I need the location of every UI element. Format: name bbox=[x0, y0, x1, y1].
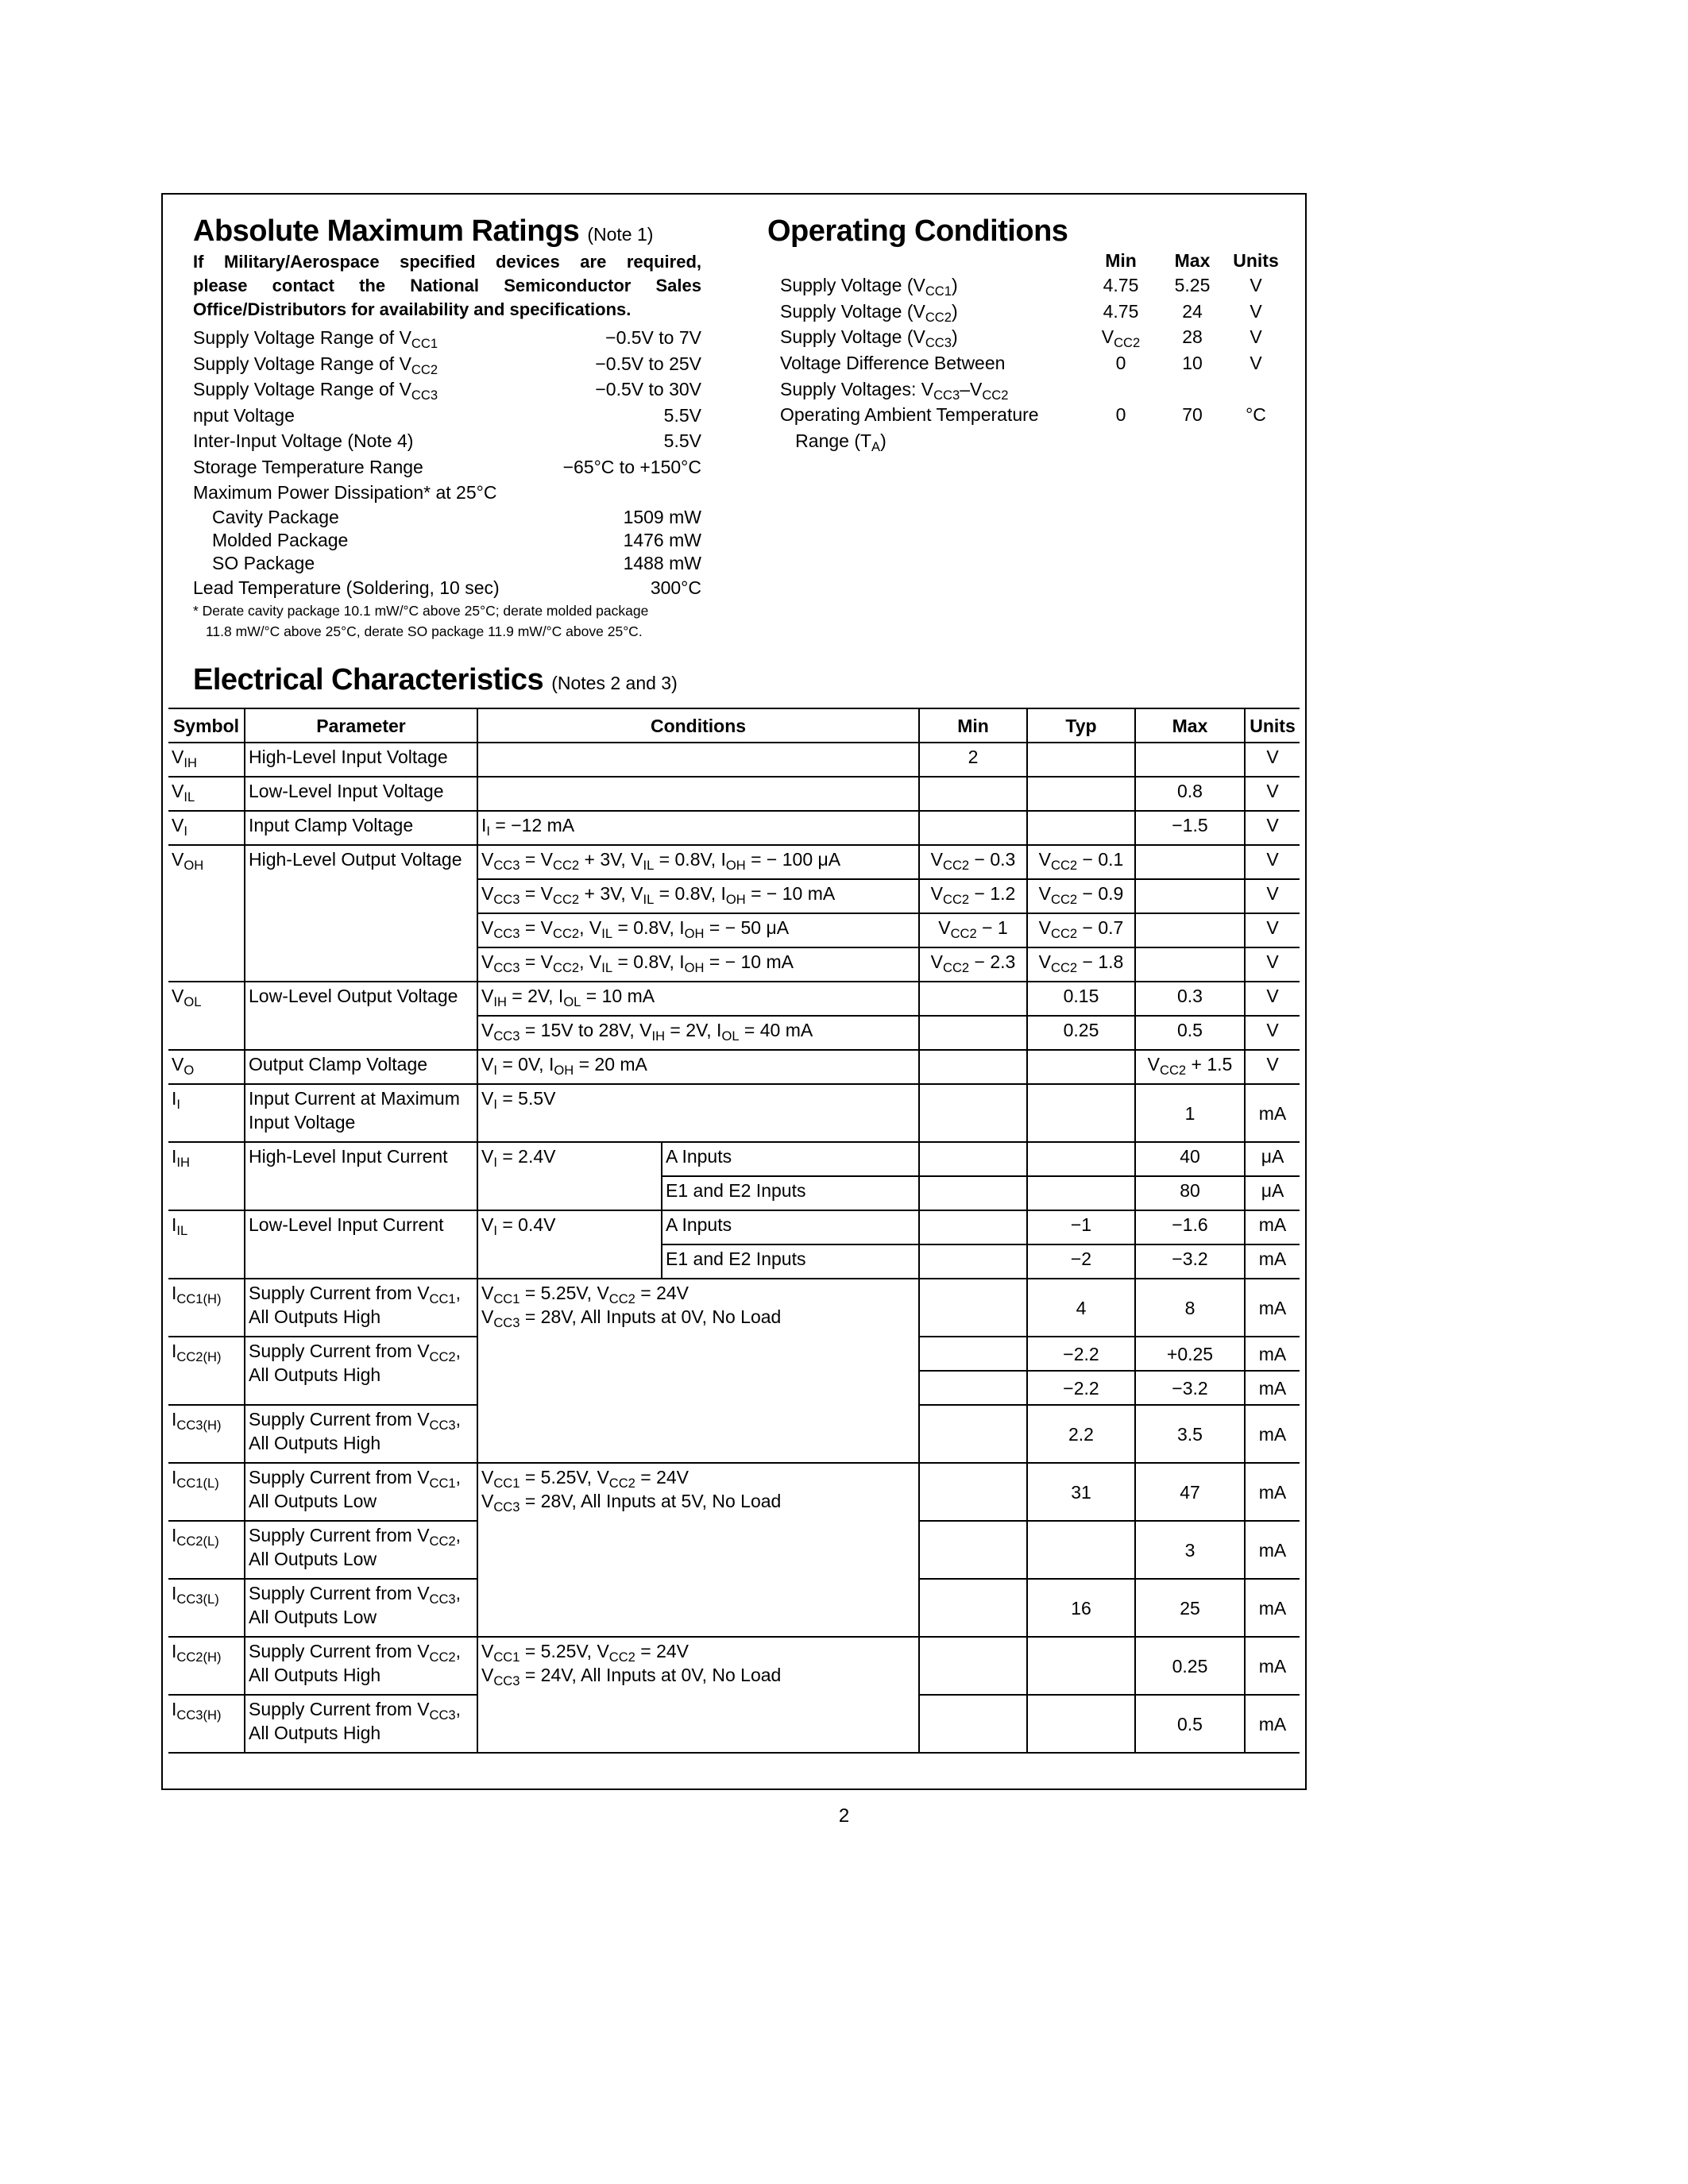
typ-cell: $V_{CC2} - 0.1$ bbox=[1027, 845, 1135, 879]
header-typ: Typ bbox=[1027, 708, 1135, 743]
min-cell bbox=[919, 1337, 1027, 1371]
units-cell: V bbox=[1245, 982, 1300, 1016]
elec-table-body bbox=[168, 743, 1300, 1753]
max-cell: 8 bbox=[1135, 1279, 1245, 1337]
parameter-cell: Supply Current from $V_{CC1}$, All Outputs High bbox=[245, 1279, 477, 1337]
op-cond-min: 0 bbox=[1115, 404, 1126, 426]
elec-table bbox=[168, 708, 1300, 1754]
units-cell: mA bbox=[1245, 1279, 1300, 1337]
mil-notice bbox=[193, 250, 701, 322]
parameter-cell: Low-Level Output Voltage bbox=[245, 982, 477, 1050]
max-cell bbox=[1135, 845, 1245, 879]
max-cell: 25 bbox=[1135, 1579, 1245, 1637]
footnote-line-1: * Derate cavity package 10.1 mW/°C above 25°C; derate molded package bbox=[193, 603, 649, 619]
units-cell: mA bbox=[1245, 1405, 1300, 1463]
op-cond-row bbox=[780, 324, 1292, 350]
package-value: 1488 mW bbox=[623, 552, 701, 573]
conditions-cell: $V_I = 0.4V$ bbox=[477, 1210, 662, 1279]
min-cell: $V_{CC2} - 1.2$ bbox=[919, 879, 1027, 913]
lead-temp-row bbox=[193, 575, 701, 601]
max-cell: 0.5 bbox=[1135, 1695, 1245, 1753]
symbol-cell: $V_{IL}$ bbox=[168, 777, 245, 811]
max-cell: 80 bbox=[1135, 1176, 1245, 1210]
sub-condition-cell: A Inputs bbox=[662, 1142, 919, 1176]
op-cond-row bbox=[780, 272, 1292, 299]
max-cell: 47 bbox=[1135, 1463, 1245, 1521]
parameter-cell: Supply Current from $V_{CC2}$, All Outputs Low bbox=[245, 1521, 477, 1579]
min-cell bbox=[919, 1244, 1027, 1279]
op-header-units: Units bbox=[1233, 250, 1279, 271]
abs-max-value: −0.5V to 30V bbox=[595, 379, 701, 399]
typ-cell bbox=[1027, 811, 1135, 845]
elec-row bbox=[168, 1210, 1300, 1244]
max-cell: 0.8 bbox=[1135, 777, 1245, 811]
parameter-cell: Input Clamp Voltage bbox=[245, 811, 477, 845]
max-cell: 3 bbox=[1135, 1521, 1245, 1579]
conditions-cell: $V_I = 5.5V$ bbox=[477, 1084, 919, 1142]
symbol-cell: $V_{OH}$ bbox=[168, 845, 245, 982]
package-value: 1509 mW bbox=[623, 506, 701, 527]
symbol-cell: $I_{CC2(H)}$ bbox=[168, 1337, 245, 1405]
elec-row bbox=[168, 1050, 1300, 1084]
typ-cell bbox=[1027, 1084, 1135, 1142]
min-cell: $V_{CC2} - 2.3$ bbox=[919, 947, 1027, 982]
conditions-cell bbox=[477, 743, 919, 777]
lead-temp-label: Lead Temperature (Soldering, 10 sec) bbox=[193, 577, 500, 598]
op-cond-max: 5.25 bbox=[1174, 275, 1211, 295]
op-cond-row bbox=[780, 402, 1292, 428]
parameter-cell: Supply Current from $V_{CC2}$, All Outputs High bbox=[245, 1337, 477, 1405]
min-cell bbox=[919, 1084, 1027, 1142]
typ-cell: $V_{CC2} - 0.9$ bbox=[1027, 879, 1135, 913]
conditions-cell: $V_{CC3} = V_{CC2}$, $V_{IL} = 0.8V$, $I_{OH}$ = − 50 μA bbox=[477, 913, 919, 947]
typ-cell bbox=[1027, 1695, 1135, 1753]
elec-section bbox=[193, 663, 678, 697]
op-header-min: Min bbox=[1105, 250, 1137, 271]
op-cond-label: Range $(T_A)$ bbox=[780, 430, 886, 455]
min-cell bbox=[919, 1142, 1027, 1176]
conditions-cell: $V_{CC3} = 15V$ to 28V, $V_{IH} = 2V$, $I_{OL} = 40$ mA bbox=[477, 1016, 919, 1050]
symbol-cell: $I_{IL}$ bbox=[168, 1210, 245, 1279]
package-value: 1476 mW bbox=[623, 529, 701, 550]
elec-title bbox=[193, 663, 678, 697]
max-cell bbox=[1135, 913, 1245, 947]
max-cell: +0.25 bbox=[1135, 1337, 1245, 1371]
conditions-cell: $V_{CC3} = V_{CC2} + 3V$, $V_{IL} = 0.8V$, $I_{OH}$ = − 100 μA bbox=[477, 845, 919, 879]
typ-cell: $V_{CC2} - 1.8$ bbox=[1027, 947, 1135, 982]
op-cond-label: Supply Voltage $(V_{CC1})$ bbox=[780, 275, 958, 299]
conditions-cell: $V_{CC3} = V_{CC2} + 3V$, $V_{IL} = 0.8V$, $I_{OH}$ = − 10 mA bbox=[477, 879, 919, 913]
package-label: Molded Package bbox=[212, 529, 349, 550]
conditions-cell: $V_{CC1} = 5.25V$, $V_{CC2} = 24V$ $V_{CC3} = 28V$, All Inputs at 5V, No Load bbox=[477, 1463, 919, 1637]
header-units: Units bbox=[1245, 708, 1300, 743]
mil-notice-line-1: If Military/Aerospace specified devices are required, bbox=[193, 252, 701, 272]
typ-cell bbox=[1027, 743, 1135, 777]
elec-row bbox=[168, 1142, 1300, 1176]
max-cell: −1.6 bbox=[1135, 1210, 1245, 1244]
header-min: Min bbox=[919, 708, 1027, 743]
op-cond-label: Supply Voltages: $V_{CC3}-V_{CC2}$ bbox=[780, 378, 1009, 403]
min-cell bbox=[919, 1463, 1027, 1521]
min-cell bbox=[919, 1050, 1027, 1084]
elec-row bbox=[168, 1463, 1300, 1521]
typ-cell: 4 bbox=[1027, 1279, 1135, 1337]
abs-max-label: Inter-Input Voltage (Note 4) bbox=[193, 430, 414, 451]
parameter-cell: High-Level Output Voltage bbox=[245, 845, 477, 982]
op-cond-units: V bbox=[1250, 300, 1262, 322]
package-row bbox=[193, 529, 701, 552]
min-cell bbox=[919, 1371, 1027, 1405]
min-cell bbox=[919, 1210, 1027, 1244]
conditions-cell: $V_{CC1} = 5.25V$, $V_{CC2} = 24V$ $V_{CC3} = 24V$, All Inputs at 0V, No Load bbox=[477, 1637, 919, 1753]
units-cell: mA bbox=[1245, 1579, 1300, 1637]
elec-row bbox=[168, 845, 1300, 879]
max-cell: 0.5 bbox=[1135, 1016, 1245, 1050]
op-cond-max: 70 bbox=[1182, 404, 1203, 426]
units-cell: V bbox=[1245, 1016, 1300, 1050]
parameter-cell: Supply Current from $V_{CC3}$, All Outputs Low bbox=[245, 1579, 477, 1637]
typ-cell: 0.25 bbox=[1027, 1016, 1135, 1050]
elec-header-row bbox=[168, 708, 1300, 743]
sub-condition-cell: A Inputs bbox=[662, 1210, 919, 1244]
typ-cell: −2.2 bbox=[1027, 1371, 1135, 1405]
typ-cell bbox=[1027, 1637, 1135, 1695]
units-cell: mA bbox=[1245, 1637, 1300, 1695]
symbol-cell: $V_{OL}$ bbox=[168, 982, 245, 1050]
conditions-cell: $V_{CC3} = V_{CC2}$, $V_{IL} = 0.8V$, $I_{OH}$ = − 10 mA bbox=[477, 947, 919, 982]
package-row bbox=[193, 552, 701, 575]
op-cond-rows bbox=[767, 272, 1292, 454]
units-cell: μA bbox=[1245, 1176, 1300, 1210]
conditions-cell: $I_I = -12$ mA bbox=[477, 811, 919, 845]
parameter-cell: Supply Current from $V_{CC3}$, All Outputs High bbox=[245, 1695, 477, 1753]
parameter-cell: High-Level Input Current bbox=[245, 1142, 477, 1210]
abs-max-label: Supply Voltage Range of $V_{CC3}$ bbox=[193, 379, 438, 403]
abs-max-row bbox=[193, 351, 701, 377]
max-cell: 0.3 bbox=[1135, 982, 1245, 1016]
min-cell bbox=[919, 1016, 1027, 1050]
typ-cell bbox=[1027, 1050, 1135, 1084]
units-cell: mA bbox=[1245, 1210, 1300, 1244]
typ-cell: 16 bbox=[1027, 1579, 1135, 1637]
max-cell: $V_{CC2} + 1.5$ bbox=[1135, 1050, 1245, 1084]
min-cell bbox=[919, 777, 1027, 811]
units-cell: V bbox=[1245, 845, 1300, 879]
op-cond-units: V bbox=[1250, 275, 1262, 295]
elec-row bbox=[168, 743, 1300, 777]
op-cond-units: °C bbox=[1246, 404, 1266, 426]
parameter-cell: Input Current at Maximum Input Voltage bbox=[245, 1084, 477, 1142]
mil-notice-line-2: please contact the National Semiconductor Sales bbox=[193, 276, 701, 295]
op-cond-label: Supply Voltage $(V_{CC3})$ bbox=[780, 326, 958, 351]
symbol-cell: $I_{IH}$ bbox=[168, 1142, 245, 1210]
typ-cell: −2 bbox=[1027, 1244, 1135, 1279]
elec-row bbox=[168, 1637, 1300, 1695]
op-cond-row bbox=[780, 299, 1292, 325]
sub-condition-cell: E1 and E2 Inputs bbox=[662, 1244, 919, 1279]
abs-max-row bbox=[193, 376, 701, 403]
typ-cell: 0.15 bbox=[1027, 982, 1135, 1016]
max-cell: 3.5 bbox=[1135, 1405, 1245, 1463]
lead-temp-value: 300°C bbox=[650, 577, 701, 598]
typ-cell: $V_{CC2} - 0.7$ bbox=[1027, 913, 1135, 947]
units-cell: mA bbox=[1245, 1371, 1300, 1405]
units-cell: μA bbox=[1245, 1142, 1300, 1176]
abs-max-row bbox=[193, 325, 701, 351]
min-cell bbox=[919, 982, 1027, 1016]
op-cond-row bbox=[780, 376, 1292, 403]
op-cond-row bbox=[780, 428, 1292, 454]
max-cell bbox=[1135, 879, 1245, 913]
min-cell: $V_{CC2} - 1$ bbox=[919, 913, 1027, 947]
op-header-max: Max bbox=[1174, 250, 1211, 271]
elec-note: (Notes 2 and 3) bbox=[551, 673, 678, 693]
max-cell: −3.2 bbox=[1135, 1371, 1245, 1405]
symbol-cell: $I_I$ bbox=[168, 1084, 245, 1142]
conditions-cell: $V_{CC1} = 5.25V$, $V_{CC2} = 24V$ $V_{CC3} = 28V$, All Inputs at 0V, No Load bbox=[477, 1279, 919, 1463]
min-cell bbox=[919, 1405, 1027, 1463]
header-conditions: Conditions bbox=[477, 708, 919, 743]
page-number: 2 bbox=[838, 1805, 850, 1827]
abs-max-value: −0.5V to 7V bbox=[605, 327, 701, 348]
max-cell: 0.25 bbox=[1135, 1637, 1245, 1695]
max-cell: −3.2 bbox=[1135, 1244, 1245, 1279]
elec-row bbox=[168, 777, 1300, 811]
min-cell bbox=[919, 1279, 1027, 1337]
abs-max-value: −65°C to +150°C bbox=[562, 456, 701, 477]
parameter-cell: High-Level Input Voltage bbox=[245, 743, 477, 777]
parameter-cell: Output Clamp Voltage bbox=[245, 1050, 477, 1084]
units-cell: V bbox=[1245, 777, 1300, 811]
units-cell: V bbox=[1245, 879, 1300, 913]
parameter-cell: Supply Current from $V_{CC3}$, All Outputs High bbox=[245, 1405, 477, 1463]
abs-max-title-text: Absolute Maximum Ratings bbox=[193, 214, 580, 248]
elec-row bbox=[168, 1084, 1300, 1142]
derating-footnote bbox=[193, 600, 701, 642]
units-cell: mA bbox=[1245, 1695, 1300, 1753]
typ-cell bbox=[1027, 1176, 1135, 1210]
op-cond-title: Operating Conditions bbox=[767, 214, 1068, 248]
conditions-cell: $V_{IH} = 2V$, $I_{OL} = 10$ mA bbox=[477, 982, 919, 1016]
op-cond-units: V bbox=[1250, 326, 1262, 348]
op-cond-label: Supply Voltage $(V_{CC2})$ bbox=[780, 300, 958, 325]
units-cell: mA bbox=[1245, 1463, 1300, 1521]
symbol-cell: $V_I$ bbox=[168, 811, 245, 845]
parameter-cell: Supply Current from $V_{CC2}$, All Outputs High bbox=[245, 1637, 477, 1695]
abs-max-label: Storage Temperature Range bbox=[193, 456, 423, 477]
op-cond-header bbox=[767, 249, 1292, 272]
package-row bbox=[193, 506, 701, 529]
abs-max-value: −0.5V to 25V bbox=[595, 353, 701, 374]
conditions-cell: $V_I = 2.4V$ bbox=[477, 1142, 662, 1210]
typ-cell: 31 bbox=[1027, 1463, 1135, 1521]
package-label: Cavity Package bbox=[212, 506, 339, 527]
typ-cell bbox=[1027, 1142, 1135, 1176]
typ-cell bbox=[1027, 1521, 1135, 1579]
parameter-cell: Supply Current from $V_{CC1}$, All Outputs Low bbox=[245, 1463, 477, 1521]
op-cond-section bbox=[767, 214, 1292, 454]
units-cell: V bbox=[1245, 913, 1300, 947]
symbol-cell: $I_{CC1(L)}$ bbox=[168, 1463, 245, 1521]
op-cond-min: $V_{CC2}$ bbox=[1101, 326, 1141, 351]
elec-row bbox=[168, 1279, 1300, 1337]
op-cond-min: 4.75 bbox=[1103, 300, 1139, 322]
symbol-cell: $V_O$ bbox=[168, 1050, 245, 1084]
op-cond-max: 28 bbox=[1182, 326, 1203, 348]
min-cell: $V_{CC2} - 0.3$ bbox=[919, 845, 1027, 879]
abs-max-row bbox=[193, 454, 701, 480]
max-cell: 1 bbox=[1135, 1084, 1245, 1142]
abs-max-label: Supply Voltage Range of $V_{CC2}$ bbox=[193, 353, 438, 377]
max-cell bbox=[1135, 947, 1245, 982]
parameter-cell: Low-Level Input Voltage bbox=[245, 777, 477, 811]
symbol-cell: $V_{IH}$ bbox=[168, 743, 245, 777]
abs-max-row bbox=[193, 428, 701, 454]
abs-max-label: Supply Voltage Range of $V_{CC1}$ bbox=[193, 327, 438, 351]
units-cell: mA bbox=[1245, 1244, 1300, 1279]
units-cell: V bbox=[1245, 947, 1300, 982]
op-cond-max: 10 bbox=[1182, 353, 1203, 374]
typ-cell: −2.2 bbox=[1027, 1337, 1135, 1371]
elec-title-text: Electrical Characteristics bbox=[193, 663, 544, 696]
abs-max-row bbox=[193, 403, 701, 429]
units-cell: V bbox=[1245, 1050, 1300, 1084]
op-cond-label: Voltage Difference Between bbox=[780, 353, 1006, 374]
max-cell: 40 bbox=[1135, 1142, 1245, 1176]
symbol-cell: $I_{CC3(L)}$ bbox=[168, 1579, 245, 1637]
symbol-cell: $I_{CC2(L)}$ bbox=[168, 1521, 245, 1579]
max-cell: −1.5 bbox=[1135, 811, 1245, 845]
power-dissipation-label bbox=[193, 480, 701, 506]
min-cell bbox=[919, 1695, 1027, 1753]
abs-max-value: 5.5V bbox=[663, 404, 701, 426]
sub-condition-cell: E1 and E2 Inputs bbox=[662, 1176, 919, 1210]
abs-max-value: 5.5V bbox=[663, 430, 701, 451]
symbol-cell: $I_{CC3(H)}$ bbox=[168, 1695, 245, 1753]
footnote-line-2: 11.8 mW/°C above 25°C, derate SO package 11.9 mW/°C above 25°C. bbox=[206, 623, 643, 639]
units-cell: V bbox=[1245, 811, 1300, 845]
symbol-cell: $I_{CC2(H)}$ bbox=[168, 1637, 245, 1695]
op-cond-min: 0 bbox=[1115, 353, 1126, 374]
min-cell: 2 bbox=[919, 743, 1027, 777]
elec-row bbox=[168, 982, 1300, 1016]
symbol-cell: $I_{CC3(H)}$ bbox=[168, 1405, 245, 1463]
min-cell bbox=[919, 1176, 1027, 1210]
max-cell bbox=[1135, 743, 1245, 777]
units-cell: mA bbox=[1245, 1521, 1300, 1579]
units-cell: mA bbox=[1245, 1337, 1300, 1371]
op-cond-max: 24 bbox=[1182, 300, 1203, 322]
min-cell bbox=[919, 1637, 1027, 1695]
mil-notice-line-3: Office/Distributors for availability and specifications. bbox=[193, 299, 632, 319]
units-cell: V bbox=[1245, 743, 1300, 777]
power-label-text: Maximum Power Dissipation* at 25°C bbox=[193, 482, 497, 503]
typ-cell: 2.2 bbox=[1027, 1405, 1135, 1463]
units-cell: mA bbox=[1245, 1084, 1300, 1142]
header-symbol: Symbol bbox=[168, 708, 245, 743]
symbol-cell: $I_{CC1(H)}$ bbox=[168, 1279, 245, 1337]
package-label: SO Package bbox=[212, 552, 315, 573]
abs-max-title bbox=[193, 214, 701, 249]
min-cell bbox=[919, 811, 1027, 845]
elec-row bbox=[168, 811, 1300, 845]
header-parameter: Parameter bbox=[245, 708, 477, 743]
min-cell bbox=[919, 1579, 1027, 1637]
conditions-cell bbox=[477, 777, 919, 811]
abs-max-list bbox=[193, 325, 701, 600]
header-max: Max bbox=[1135, 708, 1245, 743]
op-cond-row bbox=[780, 350, 1292, 376]
op-cond-units: V bbox=[1250, 353, 1262, 374]
typ-cell bbox=[1027, 777, 1135, 811]
abs-max-section bbox=[193, 214, 701, 642]
op-cond-min: 4.75 bbox=[1103, 275, 1139, 295]
typ-cell: −1 bbox=[1027, 1210, 1135, 1244]
min-cell bbox=[919, 1521, 1027, 1579]
op-cond-label: Operating Ambient Temperature bbox=[780, 404, 1039, 426]
abs-max-note: (Note 1) bbox=[587, 224, 654, 245]
conditions-cell: $V_I = 0V$, $I_{OH} = 20$ mA bbox=[477, 1050, 919, 1084]
parameter-cell: Low-Level Input Current bbox=[245, 1210, 477, 1279]
abs-max-label: nput Voltage bbox=[193, 404, 295, 426]
